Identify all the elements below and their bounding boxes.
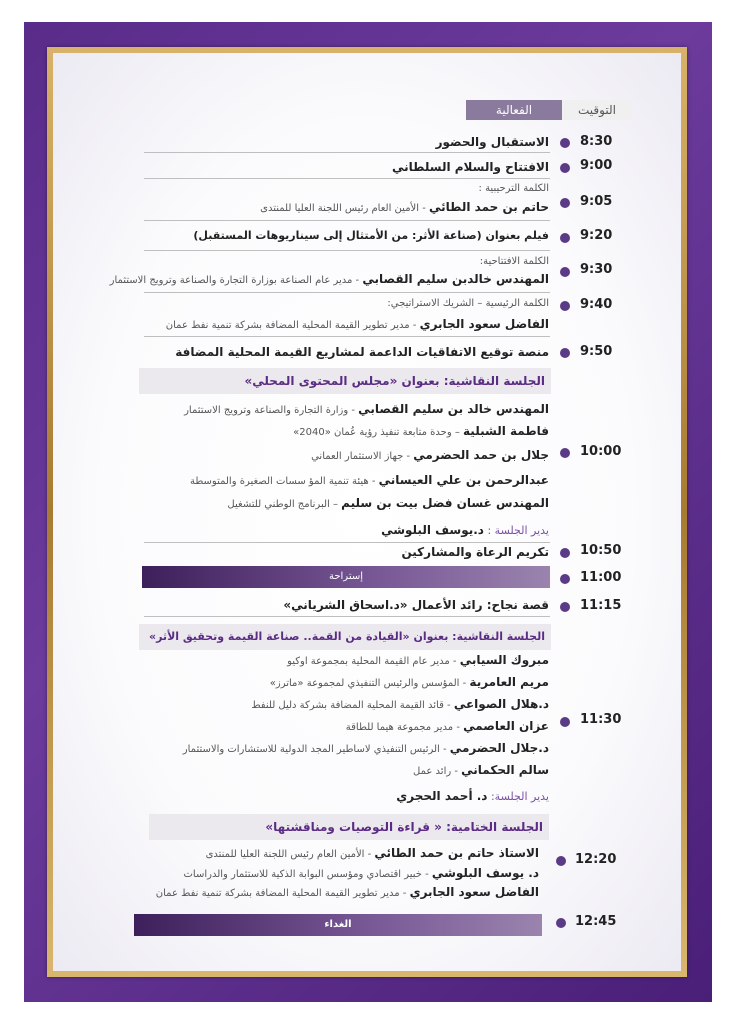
panelist-name: مبروك السيابي [459, 653, 549, 667]
session-title-local-content: الجلسة النقاشية: بعنوان «مجلس المحتوى المحلي» [139, 368, 551, 394]
time-11-15: 11:15 [580, 598, 622, 613]
session-title-leadership: الجلسة النقاشية: بعنوان «القيادة من القمة.. صناعة القيمة وتحقيق الأثر» [139, 624, 551, 650]
session-moderator [396, 788, 549, 805]
divider [144, 616, 550, 617]
time-9-05: 9:05 [580, 194, 613, 209]
speaker-role: - الأمين العام رئيس اللجنة العليا للمنتدى [260, 203, 429, 214]
panelist-role: - رائد عمل [413, 766, 462, 777]
keynote-speaker [166, 316, 549, 334]
time-9-50: 9:50 [580, 344, 613, 359]
panelist [184, 401, 549, 419]
timeline-dot [556, 918, 566, 928]
panelist [413, 762, 549, 780]
time-9-30: 9:30 [580, 262, 613, 277]
timeline-dot [560, 233, 570, 243]
panelist-role: - المؤسس والرئيس التنفيذي لمجموعة «ماترز» [269, 678, 470, 689]
session-moderator [381, 522, 549, 539]
timeline-dot [560, 602, 570, 612]
panelist-name: الاستاذ حاتم بن حمد الطائي [374, 846, 539, 860]
event-opening: الافتتاح والسلام السلطاني [392, 160, 549, 174]
timeline-dot [560, 198, 570, 208]
panelist [287, 652, 549, 670]
timeline-dot [560, 574, 570, 584]
event-column-header: الفعالية [466, 100, 562, 120]
panelist-role: – وحدة متابعة تنفيذ رؤية عُمان «2040» [293, 427, 464, 438]
speaker-role: - مدير عام الصناعة بوزارة التجارة والصناعة وترويج الاستثمار [109, 275, 363, 286]
time-12-45: 12:45 [575, 914, 617, 929]
time-11-00: 11:00 [580, 570, 622, 585]
panelist-role: - هيئة تنمية المؤ سسات الصغيرة والمتوسطة [189, 476, 379, 487]
timeline-dot [560, 267, 570, 277]
panelist [346, 718, 549, 736]
panelist-name: عزان العاصمي [463, 719, 549, 733]
welcome-speech-label: الكلمة الترحيبية : [478, 183, 549, 194]
time-12-20: 12:20 [575, 852, 617, 867]
panelist [251, 696, 549, 714]
moderator-label: يدير الجلسة : [483, 524, 549, 537]
event-signing: منصة توقيع الاتفاقيات الداعمة لمشاريع القيمة المحلية المضافة [175, 345, 549, 359]
panelist-name: د.جلال الحضرمي [449, 741, 549, 755]
session-title-closing: الجلسة الختامية: « قراءة التوصيات ومناقشتها» [149, 814, 549, 840]
event-success-story: قصة نجاح: رائد الأعمال «د.اسحاق الشرياني» [283, 598, 549, 612]
panelist-name: عبدالرحمن بن علي العيساني [378, 473, 549, 487]
divider [144, 250, 550, 251]
panelist [270, 674, 549, 692]
divider [144, 152, 550, 153]
panelist [311, 447, 549, 465]
timeline-dot [560, 301, 570, 311]
time-9-20: 9:20 [580, 228, 613, 243]
timeline-dot [560, 163, 570, 173]
timeline-dot [560, 717, 570, 727]
timeline-dot [560, 548, 570, 558]
time-9-40: 9:40 [580, 297, 613, 312]
panelist [156, 884, 539, 902]
panelist [293, 423, 549, 441]
time-column-header: التوقيت [562, 100, 632, 120]
panelist-name: د.هلال الصواعي [453, 697, 549, 711]
welcome-speech-speaker [260, 199, 549, 217]
opening-speech-label: الكلمة الافتتاحية: [479, 256, 549, 267]
event-reception: الاستقبال والحضور [435, 135, 549, 149]
panelist-role: - مدير عام القيمة المحلية بمجموعة اوكيو [287, 656, 460, 667]
panelist-name: الفاضل سعود الجابري [409, 885, 539, 899]
event-film: فيلم بعنوان (صناعة الأثر: من الأمتثال إلى سيناريوهات المستقبل) [193, 229, 549, 242]
panelist-name: مريم العامرية [469, 675, 549, 689]
divider [144, 292, 550, 293]
panelist-role: – البرنامج الوطني للتشغيل [227, 499, 342, 510]
panelist [206, 845, 539, 863]
panelist-role: - مدير تطوير القيمة المحلية المضافة بشركة تنمية نفط عمان [155, 888, 410, 899]
divider [144, 178, 550, 179]
panelist [183, 740, 549, 758]
keynote-label: الكلمة الرئيسية – الشريك الاستراتيجي: [387, 298, 549, 309]
panelist-name: فاطمة الشبلية [463, 424, 549, 438]
moderator-name: د. أحمد الحجري [396, 789, 488, 803]
panelist-role: - الأمين العام رئيس اللجنة العليا للمنتدى [205, 849, 375, 860]
timeline-dot [560, 448, 570, 458]
divider [144, 336, 550, 337]
divider [144, 542, 550, 543]
opening-speech-speaker [110, 271, 549, 289]
panelist-name: سالم الحكماني [461, 763, 549, 777]
speaker-name: حاتم بن حمد الطائي [429, 200, 549, 214]
panelist [184, 865, 540, 883]
timeline-dot [560, 138, 570, 148]
speaker-name: الفاضل سعود الجابري [419, 317, 549, 331]
timeline-dot [560, 348, 570, 358]
lunch-bar: الغداء [134, 914, 542, 936]
moderator-name: د.يوسف البلوشي [381, 523, 484, 537]
panelist-role: - قائد القيمة المحلية المضافة بشركة دليل للنفط [251, 700, 454, 711]
time-10-50: 10:50 [580, 543, 622, 558]
panelist-role: - وزارة التجارة والصناعة وترويج الاستثمار [184, 405, 359, 416]
time-8-30: 8:30 [580, 134, 613, 149]
time-10-00: 10:00 [580, 444, 622, 459]
panelist-name: جلال بن حمد الحضرمي [413, 448, 549, 462]
time-11-30: 11:30 [580, 712, 622, 727]
moderator-label: يدير الجلسة: [487, 790, 549, 803]
event-honoring: تكريم الرعاة والمشاركين [401, 545, 549, 559]
panelist-name: المهندس غسان فضل بيت بن سليم [341, 496, 549, 510]
panelist-name: المهندس خالد بن سليم القصابي [358, 402, 549, 416]
panelist-name: د. يوسف البلوشي [431, 866, 539, 880]
panelist-role: - خبير اقتصادي ومؤسس البوابة الذكية للاستثمار والدراسات [183, 869, 432, 880]
panelist [227, 495, 549, 513]
break-bar: إستراحة [142, 566, 550, 588]
timeline-dot [556, 856, 566, 866]
panelist [190, 472, 549, 490]
speaker-name: المهندس خالدبن سليم القصابي [362, 272, 549, 286]
speaker-role: - مدير تطوير القيمة المحلية المضافة بشركة تنمية نفط عمان [165, 320, 420, 331]
panelist-role: - الرئيس التنفيذي لاساطير المجد الدولية للاستشارات والاستثمار [182, 744, 450, 755]
panelist-role: - مدير مجموعة هيما للطاقة [345, 722, 464, 733]
divider [144, 220, 550, 221]
time-9-00: 9:00 [580, 158, 613, 173]
panelist-role: - جهاز الاستثمار العماني [311, 451, 414, 462]
